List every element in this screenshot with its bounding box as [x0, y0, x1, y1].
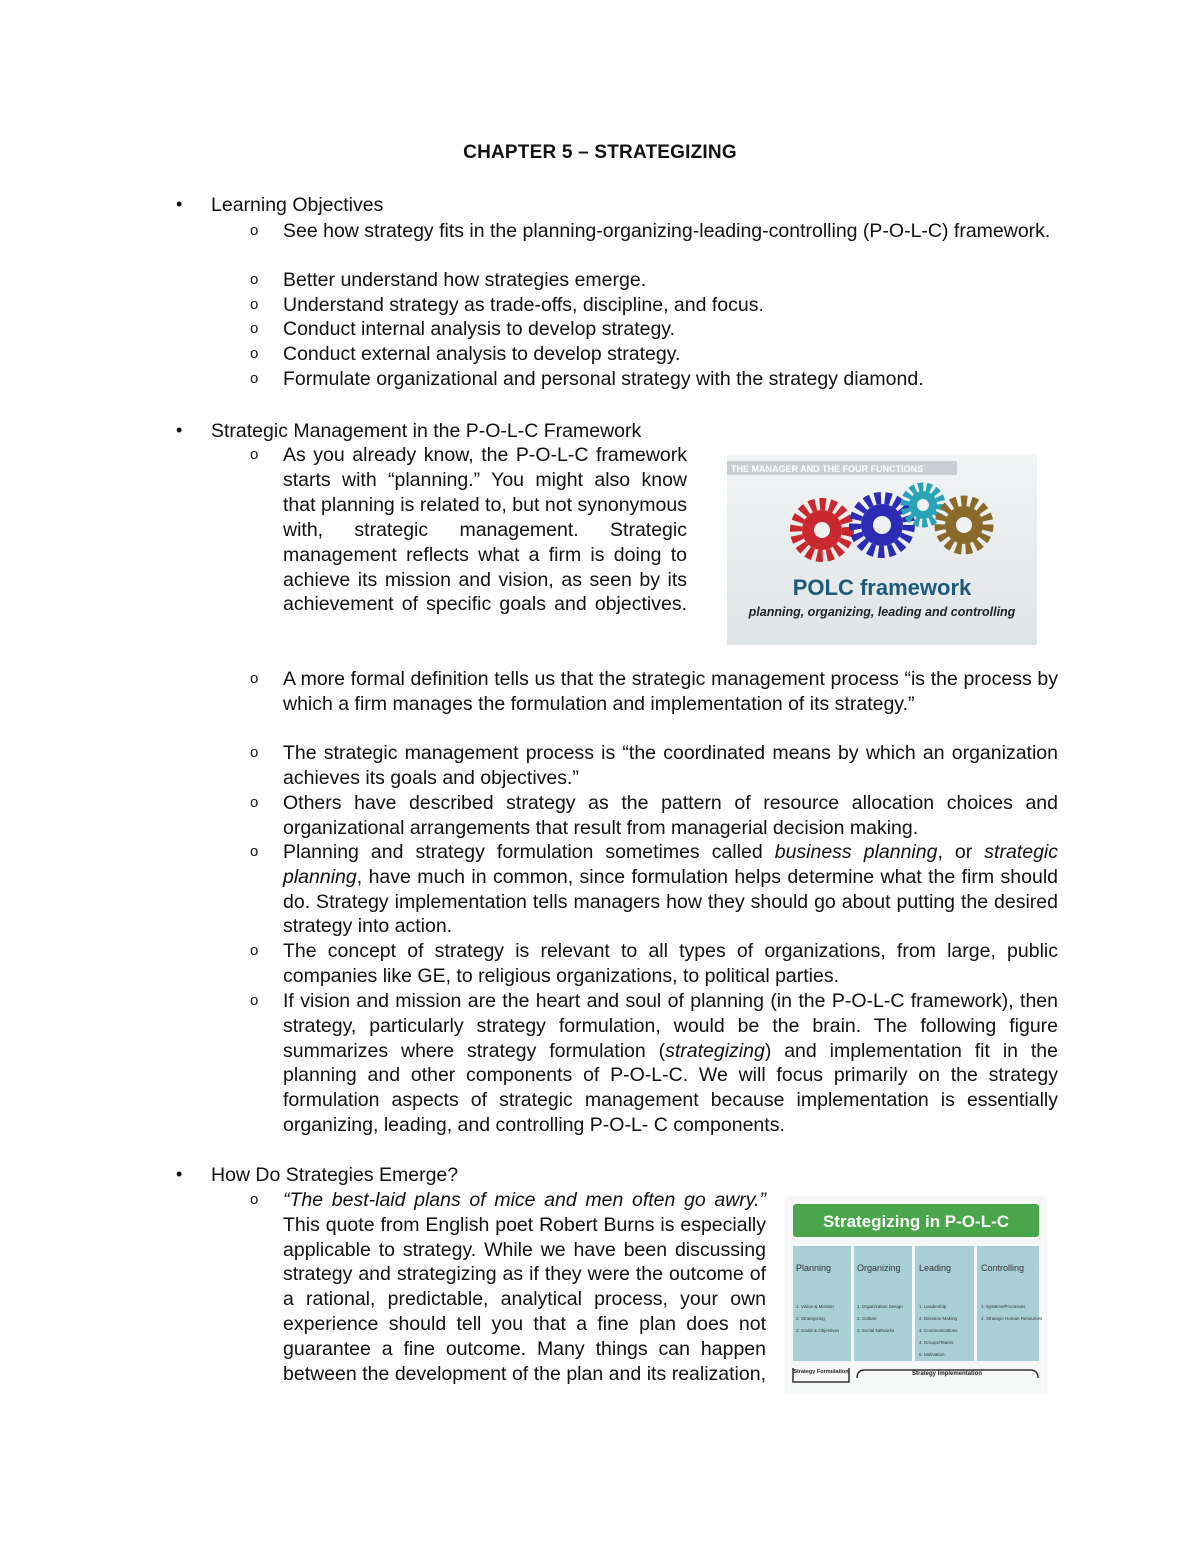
gear-icon [796, 504, 848, 556]
polc-paragraph: o A more formal definition tells us that the strategic management process “is the process by which a firm manages the formulation and implementation of its strategy.” [250, 668, 1058, 715]
circle-bullet-icon: o [250, 670, 259, 687]
column-item: 2. Strategic Human Resources [981, 1316, 1043, 1321]
column-item: 1. Systems/Processes [981, 1304, 1026, 1309]
polc-column [793, 1246, 851, 1361]
circle-bullet-icon: o [250, 271, 259, 288]
polc-figure-title: POLC framework [792, 575, 972, 600]
polc-figure-subtitle: planning, organizing, leading and controlling [748, 605, 1016, 619]
bullet-icon: • [176, 194, 183, 214]
polc-paragraph: o As you already know, the P-O-L-C framework starts with “planning.” You might also know that planning is related to, but not synonymous with, strategic management. Strategic management reflects what a firm is doing to achieve its mission and vision, as seen by its achievement of specific goals and objectives. [250, 444, 687, 616]
polc-paragraph: o The strategic management process is “the coordinated means by which an organization achieves its goals and objectives.” [250, 742, 1058, 789]
polc-column [915, 1246, 974, 1361]
circle-bullet-icon: o [250, 370, 259, 387]
strategizing-polc-image [785, 1196, 1047, 1394]
objective-item: o Formulate organizational and personal strategy with the strategy diamond. [250, 368, 924, 390]
objective-item: o Conduct external analysis to develop strategy. [250, 343, 681, 365]
column-item: 5. Motivation [919, 1352, 945, 1357]
column-item: 2. Decision Making [919, 1316, 958, 1321]
column-header: Planning [796, 1263, 832, 1273]
circle-bullet-icon: o [250, 1191, 259, 1208]
objective-item: o Better understand how strategies emerge. [250, 269, 647, 291]
column-item: 1. Vision & Mission [796, 1304, 834, 1309]
column-item: 3. Communications [919, 1328, 958, 1333]
polc-paragraph: o The concept of strategy is relevant to all types of organizations, from large, public companies like GE, to religious organizations, to political parties. [250, 940, 1058, 987]
bullet-icon: • [176, 1164, 183, 1184]
polc-paragraph: o Planning and strategy formulation sometimes called business planning, or strategic planning, have much in common, since formulation helps determine what the firm should do. Strategy implementation tells managers how they should go about putting the desired strategy into action. [250, 841, 1058, 938]
column-item: 1. Organization Design [857, 1304, 903, 1309]
circle-bullet-icon: o [250, 942, 259, 959]
implementation-label: Strategy Implementation [911, 1371, 983, 1377]
polc-column [977, 1246, 1043, 1361]
formulation-label: Strategy Formulation [793, 1369, 849, 1375]
circle-bullet-icon: o [250, 320, 259, 337]
objective-item: o Understand strategy as trade-offs, discipline, and focus. [250, 294, 764, 316]
polc-paragraph: o If vision and mission are the heart and soul of planning (in the P-O-L-C framework), then strategy, particularly strategy formulation, would be the brain. The following figure summarizes where strategy formulation (strategizing) and implementation fit in the planning and other components of P-O-L-C. We will focus primarily on the strategy formulation aspects of strategic management because implementation is essentially organizing, leading, and controlling P-O-L- C components. [250, 990, 1059, 1136]
objective-item: o Conduct internal analysis to develop strategy. [250, 318, 676, 340]
objective-item: o See how strategy fits in the planning-organizing-leading-controlling (P-O-L-C) framework. [250, 220, 1051, 242]
column-header: Leading [919, 1263, 952, 1273]
circle-bullet-icon: o [250, 843, 259, 860]
polc-paragraph: o Others have described strategy as the pattern of resource allocation choices and organizational arrangements that result from managerial decision making. [250, 792, 1058, 839]
column-item: 3. Goals & Objectives [796, 1328, 840, 1333]
objectives-heading: Learning Objectives [211, 194, 384, 216]
circle-bullet-icon: o [250, 345, 259, 362]
column-header: Controlling [981, 1263, 1025, 1273]
column-item: 1. Leadership [919, 1304, 947, 1309]
circle-bullet-icon: o [250, 744, 259, 761]
circle-bullet-icon: o [250, 794, 259, 811]
emerge-paragraph: o “The best-laid plans of mice and men often go awry.” This quote from English poet Robert Burns is especially applicable to strategy. While we have been discussing strategy and strategizing as if they were the outcome of a rational, predictable, analytical process, your own experience should tell you that a fine plan does not guarantee a fine outcome. Many things can happen between the development of the plan and its realization, [250, 1189, 766, 1385]
chapter-title: CHAPTER 5 – STRATEGIZING [463, 142, 737, 163]
column-header: Organizing [857, 1263, 901, 1273]
column-item: 2. Strategizing [796, 1316, 825, 1321]
circle-bullet-icon: o [250, 296, 259, 313]
column-item: 2. Culture [857, 1316, 877, 1321]
polc-banner: THE MANAGER AND THE FOUR FUNCTIONS [731, 464, 924, 474]
circle-bullet-icon: o [250, 446, 259, 463]
emerge-heading: How Do Strategies Emerge? [211, 1164, 459, 1186]
column-item: 3. Social Networks [857, 1328, 895, 1333]
circle-bullet-icon: o [250, 222, 259, 239]
polc-framework-image [727, 455, 1037, 645]
column-item: 4. Groups/Teams [919, 1340, 954, 1345]
circle-bullet-icon: o [250, 992, 259, 1009]
table-title: Strategizing in P-O-L-C [822, 1212, 1010, 1231]
bullet-icon: • [176, 420, 183, 440]
polc-column [854, 1246, 912, 1361]
polc-heading: Strategic Management in the P-O-L-C Framework [211, 420, 642, 442]
